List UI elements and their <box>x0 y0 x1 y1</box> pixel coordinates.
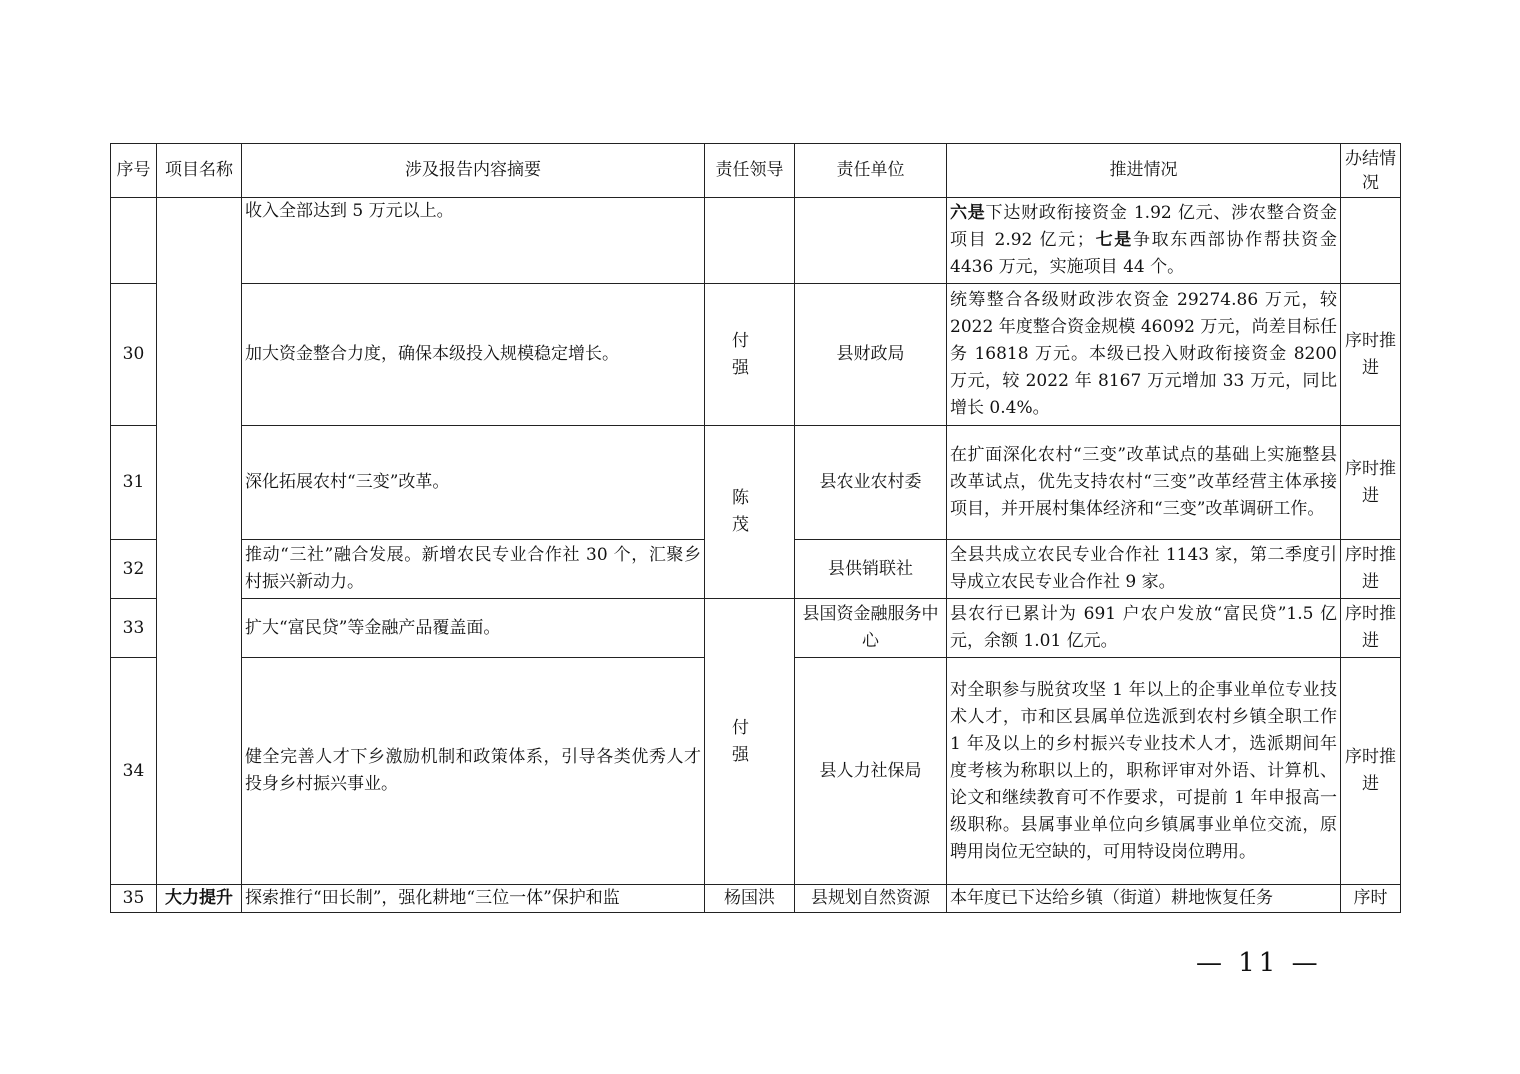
progress-cell: 本年度已下达给乡镇（街道）耕地恢复任务 <box>947 885 1341 913</box>
header-leader: 责任领导 <box>705 144 795 198</box>
unit-cell: 县财政局 <box>795 284 947 426</box>
status-cell: 序时推进 <box>1341 284 1401 426</box>
table-row <box>111 284 1401 426</box>
status-cell: 序时推进 <box>1341 658 1401 885</box>
leader-cell: 付 强 <box>705 284 795 426</box>
seq-cell: 31 <box>111 426 157 540</box>
page-number: — 11 — <box>1196 948 1322 978</box>
unit-cell <box>795 198 947 284</box>
summary-cell: 探索推行“田长制”，强化耕地“三位一体”保护和监 <box>242 885 705 913</box>
leader-cell: 杨国洪 <box>705 885 795 913</box>
progress-text: 下达财政衔接资金 1.92 亿元、涉农整合资金项目 2.92 亿元； <box>950 203 1338 250</box>
header-status: 办结情况 <box>1341 144 1401 198</box>
progress-emphasis: 六是 <box>950 203 986 223</box>
header-progress: 推进情况 <box>947 144 1341 198</box>
progress-cell: 统筹整合各级财政涉农资金 29274.86 万元，较 2022 年度整合资金规模 46092 万元，尚差目标任务 16818 万元。本级已投入财政衔接资金 8200 万元，较 2022 年 8167 万元增加 33 万元，同比增长 0.4%。 <box>947 284 1341 426</box>
leader-cell: 付 强 <box>705 599 795 885</box>
summary-cell: 收入全部达到 5 万元以上。 <box>242 198 705 284</box>
project-cell: 大力提升 <box>157 885 242 913</box>
progress-cell <box>947 198 1341 284</box>
leader-cell <box>705 198 795 284</box>
header-project: 项目名称 <box>157 144 242 198</box>
summary-cell: 扩大“富民贷”等金融产品覆盖面。 <box>242 599 705 658</box>
summary-cell: 健全完善人才下乡激励机制和政策体系，引导各类优秀人才投身乡村振兴事业。 <box>242 658 705 885</box>
report-table <box>110 143 1401 913</box>
project-cell-merged <box>157 198 242 885</box>
table-row <box>111 426 1401 540</box>
status-cell: 序时推进 <box>1341 599 1401 658</box>
seq-cell: 30 <box>111 284 157 426</box>
header-row <box>111 144 1401 198</box>
table-row <box>111 599 1401 658</box>
seq-cell: 34 <box>111 658 157 885</box>
progress-cell: 对全职参与脱贫攻坚 1 年以上的企事业单位专业技术人才，市和区县属单位选派到农村乡镇全职工作 1 年及以上的乡村振兴专业技术人才，选派期间年度考核为称职以上的，职称评审对外语、计算机、论文和继续教育可不作要求，可提前 1 年申报高一级职称。县属事业单位向乡镇属事业单位交流，原聘用岗位无空缺的，可用特设岗位聘用。 <box>947 658 1341 885</box>
unit-cell: 县规划自然资源 <box>795 885 947 913</box>
unit-cell: 县农业农村委 <box>795 426 947 540</box>
unit-cell: 县供销联社 <box>795 540 947 599</box>
summary-cell: 推动“三社”融合发展。新增农民专业合作社 30 个，汇聚乡村振兴新动力。 <box>242 540 705 599</box>
seq-cell: 32 <box>111 540 157 599</box>
header-seq: 序号 <box>111 144 157 198</box>
leader-cell: 陈 茂 <box>705 426 795 599</box>
summary-cell: 加大资金整合力度，确保本级投入规模稳定增长。 <box>242 284 705 426</box>
status-cell <box>1341 198 1401 284</box>
table-row <box>111 885 1401 913</box>
status-cell: 序时推进 <box>1341 426 1401 540</box>
unit-cell: 县国资金融服务中心 <box>795 599 947 658</box>
seq-cell: 35 <box>111 885 157 913</box>
progress-cell: 县农行已累计为 691 户农户发放“富民贷”1.5 亿元，余额 1.01 亿元。 <box>947 599 1341 658</box>
seq-cell: 33 <box>111 599 157 658</box>
status-cell: 序时 <box>1341 885 1401 913</box>
summary-cell: 深化拓展农村“三变”改革。 <box>242 426 705 540</box>
seq-cell <box>111 198 157 284</box>
progress-text: 争取东西部协作帮扶资金 4436 万元，实施项目 44 个。 <box>950 230 1337 277</box>
header-summary: 涉及报告内容摘要 <box>242 144 705 198</box>
unit-cell: 县人力社保局 <box>795 658 947 885</box>
progress-cell: 在扩面深化农村“三变”改革试点的基础上实施整县改革试点，优先支持农村“三变”改革经营主体承接项目，并开展村集体经济和“三变”改革调研工作。 <box>947 426 1341 540</box>
header-unit: 责任单位 <box>795 144 947 198</box>
status-cell: 序时推进 <box>1341 540 1401 599</box>
table-row <box>111 198 1401 284</box>
progress-cell: 全县共成立农民专业合作社 1143 家，第二季度引导成立农民专业合作社 9 家。 <box>947 540 1341 599</box>
progress-emphasis: 七是 <box>1093 230 1133 250</box>
